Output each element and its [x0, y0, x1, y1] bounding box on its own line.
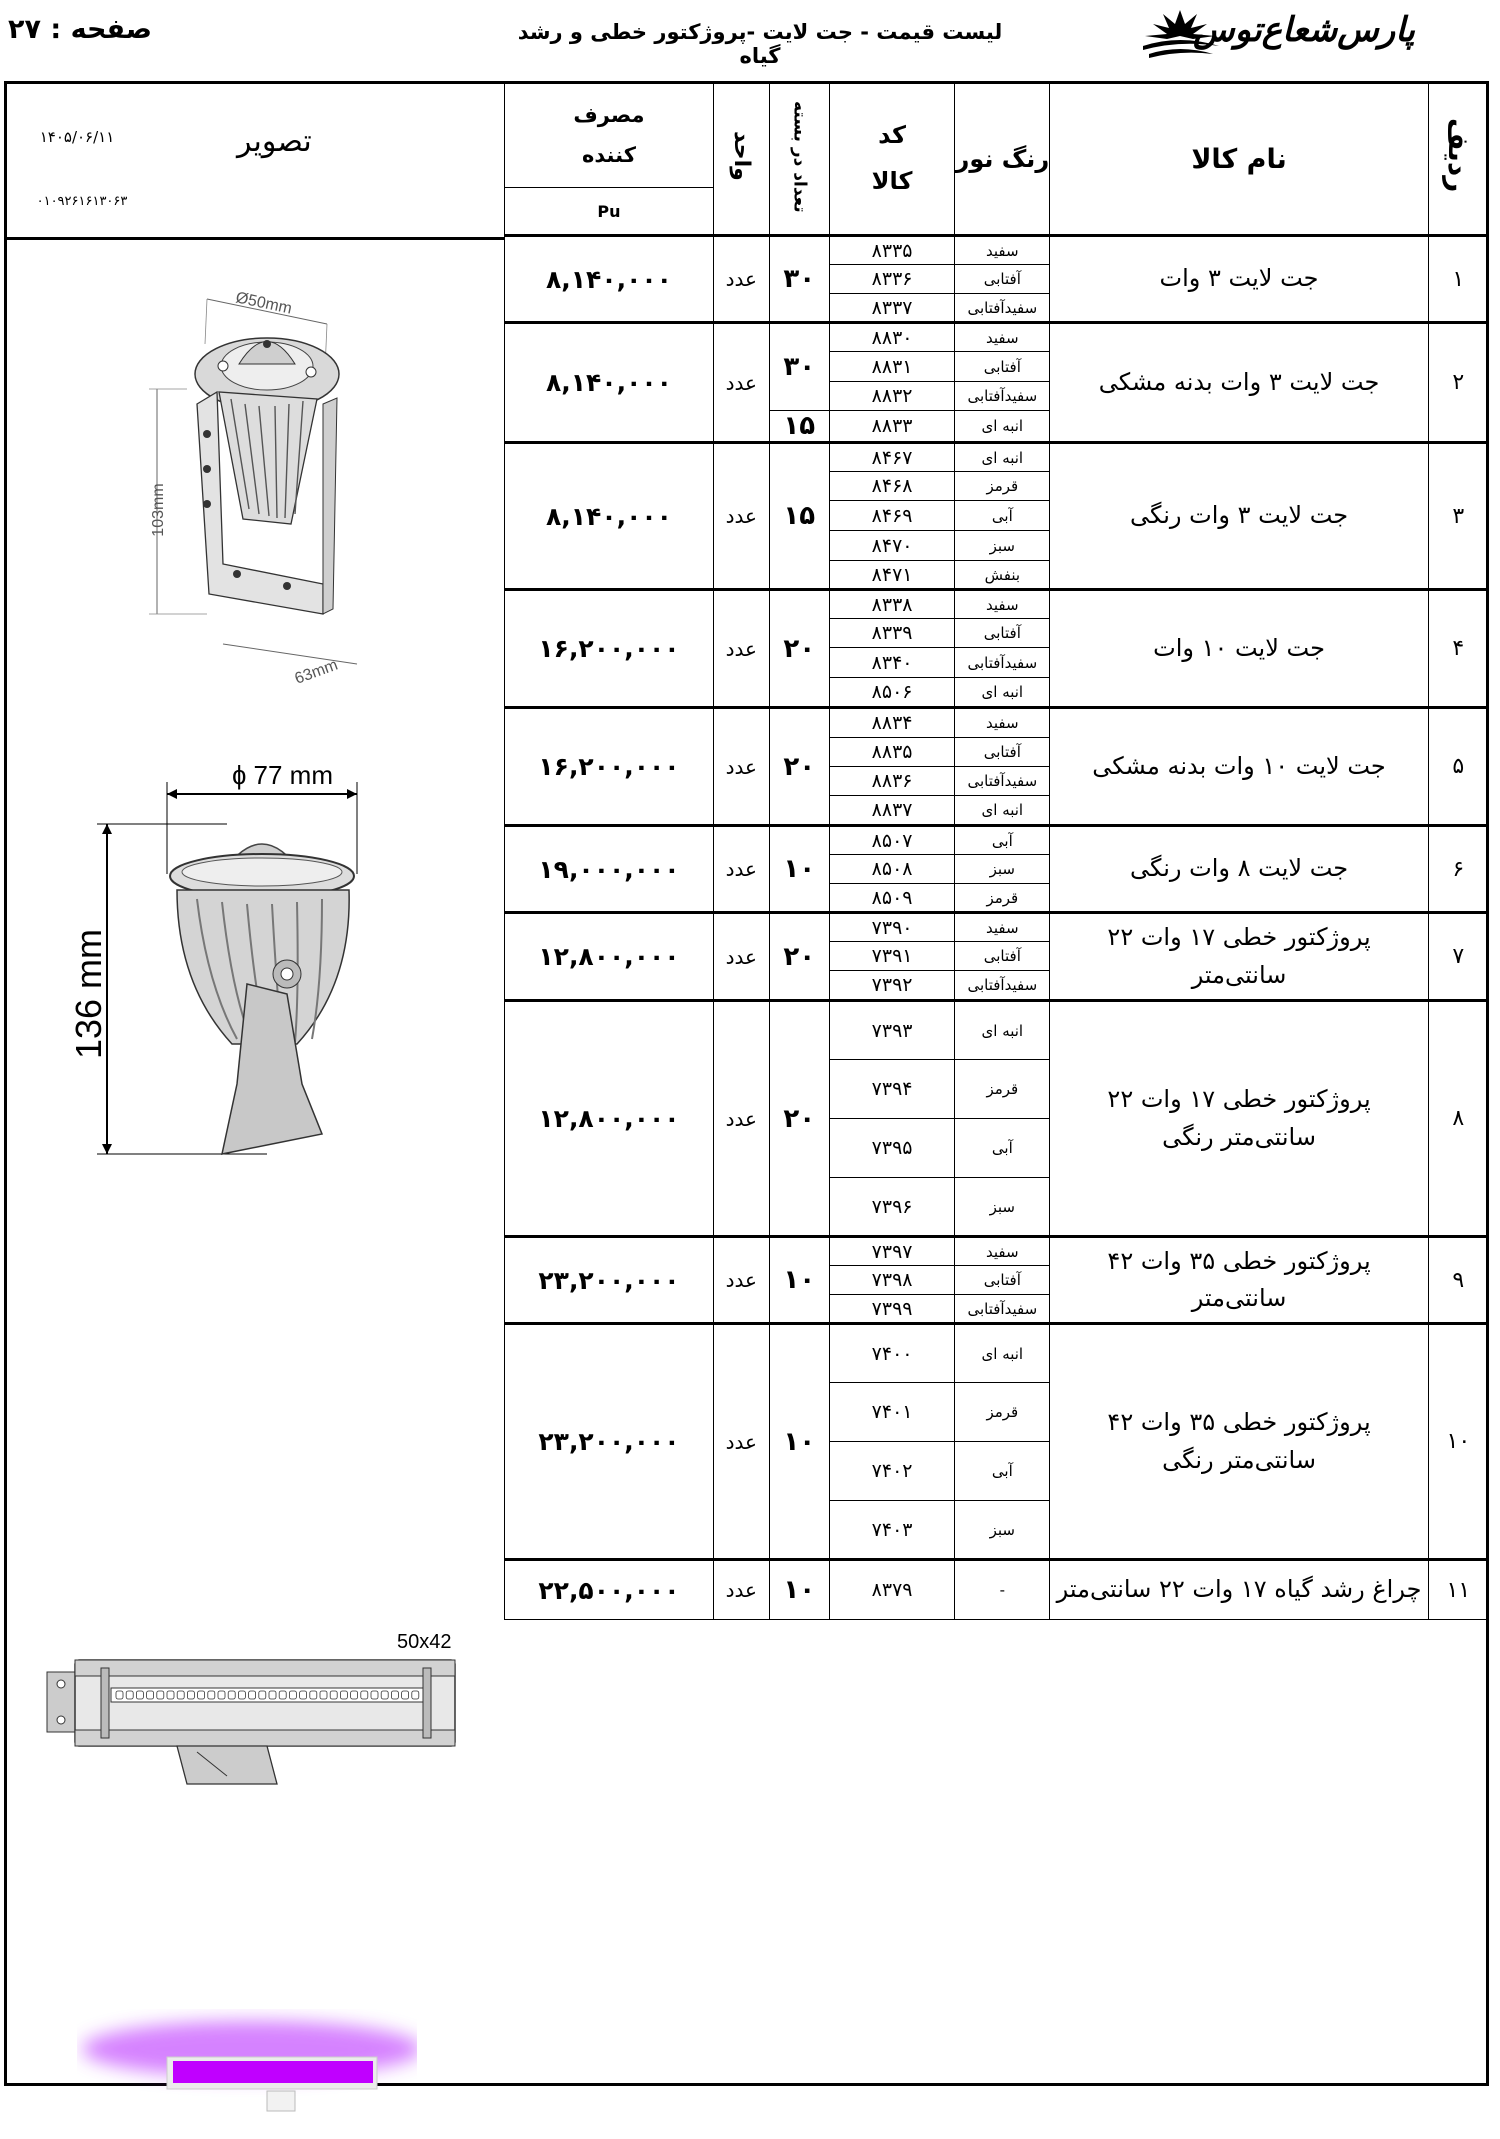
product-code-cell: ۸۳۳۹	[829, 619, 954, 648]
table-row	[505, 443, 1489, 472]
table-row	[505, 1560, 1489, 1620]
dim-50x42-label: 50x42	[397, 1631, 452, 1653]
product-code-cell: ۸۳۴۰	[829, 648, 954, 678]
price-table	[504, 81, 1489, 1620]
light-color-cell: آبی	[955, 826, 1050, 855]
consumer-price-cell: ۱۲,۸۰۰,۰۰۰	[505, 1001, 714, 1237]
dim-136mm-label: 136 mm	[68, 928, 109, 1060]
pack-quantity-cell: ۲۰	[769, 913, 829, 1001]
unit-cell: عدد	[713, 590, 769, 708]
unit-cell: عدد	[713, 913, 769, 1001]
consumer-price-cell: ۱۶,۲۰۰,۰۰۰	[505, 590, 714, 708]
product-name-cell: جت لایت ۳ وات	[1050, 236, 1428, 323]
dim-103mm-label: 103mm	[150, 483, 167, 537]
dim-63mm-label: 63mm	[292, 656, 341, 688]
product-code-cell: ۸۸۳۰	[829, 323, 954, 352]
unit-cell: عدد	[713, 826, 769, 913]
light-color-cell: سبز	[955, 1501, 1050, 1560]
product-code-cell: ۷۳۹۵	[829, 1119, 954, 1178]
light-color-cell: آفتابی	[955, 738, 1050, 767]
product-name-cell: پروژکتور خطی ۳۵ وات ۴۲ سانتی‌متر رنگی	[1050, 1324, 1428, 1560]
light-color-cell: انبه ای	[955, 411, 1050, 443]
header-consumer-price-sub: Pu	[505, 188, 714, 236]
product-code-cell: ۸۳۳۵	[829, 236, 954, 265]
light-color-cell: قرمز	[955, 472, 1050, 501]
row-number-cell: ۱۰	[1428, 1324, 1488, 1560]
product-code-cell: ۸۳۳۸	[829, 590, 954, 619]
pack-quantity-cell: ۲۰	[769, 708, 829, 826]
light-color-cell: قرمز	[955, 1060, 1050, 1119]
unit-cell: عدد	[713, 1324, 769, 1560]
consumer-price-cell: ۲۲,۵۰۰,۰۰۰	[505, 1560, 714, 1620]
header-product-name: نام کالا	[1050, 83, 1428, 236]
product-code-cell: ۷۳۹۰	[829, 913, 954, 942]
row-number-cell: ۶	[1428, 826, 1488, 913]
light-color-cell: سفیدآفتابی	[955, 971, 1050, 1001]
light-color-cell: سفیدآفتابی	[955, 294, 1050, 323]
light-color-cell: -	[955, 1560, 1050, 1620]
row-number-cell: ۵	[1428, 708, 1488, 826]
light-color-cell: سفید	[955, 708, 1050, 738]
unit-cell: عدد	[713, 236, 769, 323]
light-color-cell: سفیدآفتابی	[955, 1295, 1050, 1324]
product-code-cell: ۸۴۶۸	[829, 472, 954, 501]
product-code-cell: ۸۵۰۶	[829, 678, 954, 708]
light-color-cell: سفید	[955, 236, 1050, 265]
light-color-cell: آبی	[955, 501, 1050, 531]
product-code-cell: ۸۳۷۹	[829, 1560, 954, 1620]
header-unit: واحد	[713, 83, 769, 236]
light-color-cell: سفیدآفتابی	[955, 767, 1050, 796]
product-name-cell: جت لایت ۳ وات رنگی	[1050, 443, 1428, 590]
header-separator	[7, 237, 504, 240]
row-number-cell: ۸	[1428, 1001, 1488, 1237]
row-number-cell: ۴	[1428, 590, 1488, 708]
consumer-price-cell: ۱۶,۲۰۰,۰۰۰	[505, 708, 714, 826]
product-name-cell: جت لایت ۳ وات بدنه مشکی	[1050, 323, 1428, 443]
header-consumer-price: مصرف کننده	[505, 83, 714, 188]
date: ۱۴۰۵/۰۶/۱۱	[39, 128, 115, 146]
pack-quantity-cell: ۲۰	[769, 590, 829, 708]
jet-light-10w-drawing	[67, 754, 387, 1174]
header-product-code: کد کالا	[829, 83, 954, 236]
product-name-cell: جت لایت ۸ وات رنگی	[1050, 826, 1428, 913]
light-color-cell: آبی	[955, 1442, 1050, 1501]
image-column-header: تصویر	[237, 124, 312, 159]
pack-quantity-cell: ۱۰	[769, 1324, 829, 1560]
unit-cell: عدد	[713, 323, 769, 443]
product-code-cell: ۷۴۰۲	[829, 1442, 954, 1501]
product-code-cell: ۸۴۷۱	[829, 561, 954, 590]
product-code-cell: ۸۸۳۲	[829, 382, 954, 411]
product-code-cell: ۸۵۰۷	[829, 826, 954, 855]
product-code-cell: ۷۳۹۶	[829, 1178, 954, 1237]
pack-quantity-cell: ۱۰	[769, 1237, 829, 1324]
product-code-cell: ۷۴۰۳	[829, 1501, 954, 1560]
light-color-cell: آبی	[955, 1119, 1050, 1178]
light-color-cell: سفید	[955, 323, 1050, 352]
product-name-cell: پروژکتور خطی ۱۷ وات ۲۲ سانتی‌متر رنگی	[1050, 1001, 1428, 1237]
light-color-cell: سفید	[955, 590, 1050, 619]
light-color-cell: قرمز	[955, 884, 1050, 913]
light-color-cell: آفتابی	[955, 352, 1050, 382]
brand	[1135, 6, 1415, 60]
table-row	[505, 590, 1489, 619]
product-name-cell: جت لایت ۱۰ وات بدنه مشکی	[1050, 708, 1428, 826]
table-row	[505, 826, 1489, 855]
product-code-cell: ۸۵۰۹	[829, 884, 954, 913]
product-code-cell: ۷۳۹۱	[829, 942, 954, 971]
consumer-price-cell: ۲۳,۲۰۰,۰۰۰	[505, 1237, 714, 1324]
light-color-cell: سبز	[955, 855, 1050, 884]
light-color-cell: آفتابی	[955, 265, 1050, 294]
unit-cell: عدد	[713, 1237, 769, 1324]
grow-light-photo	[77, 2009, 417, 2139]
table-row	[505, 236, 1489, 265]
product-code-cell: ۸۸۳۵	[829, 738, 954, 767]
light-color-cell: سبز	[955, 1178, 1050, 1237]
product-code-cell: ۸۳۳۶	[829, 265, 954, 294]
pack-quantity-cell: ۱۰	[769, 826, 829, 913]
header-pack-quantity: تعداد در بسته	[769, 83, 829, 236]
table-row	[505, 323, 1489, 352]
pack-quantity-cell: ۳۰	[769, 236, 829, 323]
product-code-cell: ۷۴۰۱	[829, 1383, 954, 1442]
consumer-price-cell: ۱۲,۸۰۰,۰۰۰	[505, 913, 714, 1001]
table-row	[505, 913, 1489, 942]
light-color-cell: سفیدآفتابی	[955, 382, 1050, 411]
jet-light-3w-drawing	[127, 274, 377, 714]
dim-50mm-label: Ø50mm	[234, 289, 294, 318]
row-number-cell: ۲	[1428, 323, 1488, 443]
image-column	[7, 84, 504, 2083]
product-code-cell: ۷۳۹۴	[829, 1060, 954, 1119]
product-name-cell: چراغ رشد گیاه ۱۷ وات ۲۲ سانتی‌متر	[1050, 1560, 1428, 1620]
consumer-price-cell: ۱۹,۰۰۰,۰۰۰	[505, 826, 714, 913]
product-code-cell: ۷۳۹۳	[829, 1001, 954, 1060]
table-row	[505, 1324, 1489, 1383]
consumer-price-cell: ۸,۱۴۰,۰۰۰	[505, 323, 714, 443]
header-row-number: ردیف	[1428, 83, 1488, 236]
light-color-cell: انبه ای	[955, 796, 1050, 826]
light-color-cell: سفید	[955, 913, 1050, 942]
product-code-cell: ۸۸۳۴	[829, 708, 954, 738]
row-number-cell: ۱	[1428, 236, 1488, 323]
product-code-cell: ۸۴۷۰	[829, 531, 954, 561]
product-code-cell: ۸۴۶۷	[829, 443, 954, 472]
light-color-cell: سفیدآفتابی	[955, 648, 1050, 678]
row-number-cell: ۷	[1428, 913, 1488, 1001]
light-color-cell: انبه ای	[955, 678, 1050, 708]
dim-77mm-label: ɸ 77 mm	[232, 760, 333, 790]
light-color-cell: آفتابی	[955, 942, 1050, 971]
product-code-cell: ۸۵۰۸	[829, 855, 954, 884]
product-code-cell: ۷۴۰۰	[829, 1324, 954, 1383]
product-code-cell: ۷۳۹۹	[829, 1295, 954, 1324]
pack-quantity-cell: ۱۵	[769, 443, 829, 590]
consumer-price-cell: ۸,۱۴۰,۰۰۰	[505, 236, 714, 323]
row-number-cell: ۹	[1428, 1237, 1488, 1324]
product-code-cell: ۸۸۳۱	[829, 352, 954, 382]
light-color-cell: سبز	[955, 531, 1050, 561]
row-number-cell: ۳	[1428, 443, 1488, 590]
pack-quantity-cell: ۱۰	[769, 1560, 829, 1620]
light-color-cell: بنفش	[955, 561, 1050, 590]
consumer-price-cell: ۲۳,۲۰۰,۰۰۰	[505, 1324, 714, 1560]
light-color-cell: انبه ای	[955, 1324, 1050, 1383]
product-code-cell: ۷۳۹۷	[829, 1237, 954, 1266]
table-row	[505, 1237, 1489, 1266]
light-color-cell: سفید	[955, 1237, 1050, 1266]
light-color-cell: قرمز	[955, 1383, 1050, 1442]
unit-cell: عدد	[713, 443, 769, 590]
unit-cell: عدد	[713, 708, 769, 826]
document-title: لیست قیمت - جت لایت -پروژکتور خطی و رشد گیاه	[517, 20, 1003, 68]
light-color-cell: انبه ای	[955, 443, 1050, 472]
product-code-cell: ۸۳۳۷	[829, 294, 954, 323]
product-code-cell: ۷۳۹۸	[829, 1266, 954, 1295]
brand-name: پارس‌شعاع‌توس	[1193, 10, 1415, 50]
product-code-cell: ۸۴۶۹	[829, 501, 954, 531]
pack-quantity-cell: ۳۰	[769, 323, 829, 411]
product-code-cell: ۷۳۹۲	[829, 971, 954, 1001]
row-number-cell: ۱۱	[1428, 1560, 1488, 1620]
page-number: صفحه : ۲۷	[8, 14, 152, 45]
product-name-cell: پروژکتور خطی ۳۵ وات ۴۲ سانتی‌متر	[1050, 1237, 1428, 1324]
header-light-color: رنگ نور	[955, 83, 1050, 236]
phone-number: ۰۱۰۹۲۶۱۶۱۳۰۶۳	[36, 194, 128, 209]
product-name-cell: جت لایت ۱۰ وات	[1050, 590, 1428, 708]
pack-quantity-cell: ۱۵	[769, 411, 829, 443]
linear-projector-drawing	[27, 1624, 467, 1804]
light-color-cell: آفتابی	[955, 619, 1050, 648]
unit-cell: عدد	[713, 1560, 769, 1620]
light-color-cell: انبه ای	[955, 1001, 1050, 1060]
page-header	[0, 0, 1500, 80]
product-code-cell: ۸۸۳۷	[829, 796, 954, 826]
product-code-cell: ۸۸۳۳	[829, 411, 954, 443]
product-name-cell: پروژکتور خطی ۱۷ وات ۲۲ سانتی‌متر	[1050, 913, 1428, 1001]
light-color-cell: آفتابی	[955, 1266, 1050, 1295]
product-code-cell: ۸۸۳۶	[829, 767, 954, 796]
table-row	[505, 1001, 1489, 1060]
pack-quantity-cell: ۲۰	[769, 1001, 829, 1237]
table-row	[505, 708, 1489, 738]
unit-cell: عدد	[713, 1001, 769, 1237]
table-header-row	[505, 83, 1489, 188]
consumer-price-cell: ۸,۱۴۰,۰۰۰	[505, 443, 714, 590]
